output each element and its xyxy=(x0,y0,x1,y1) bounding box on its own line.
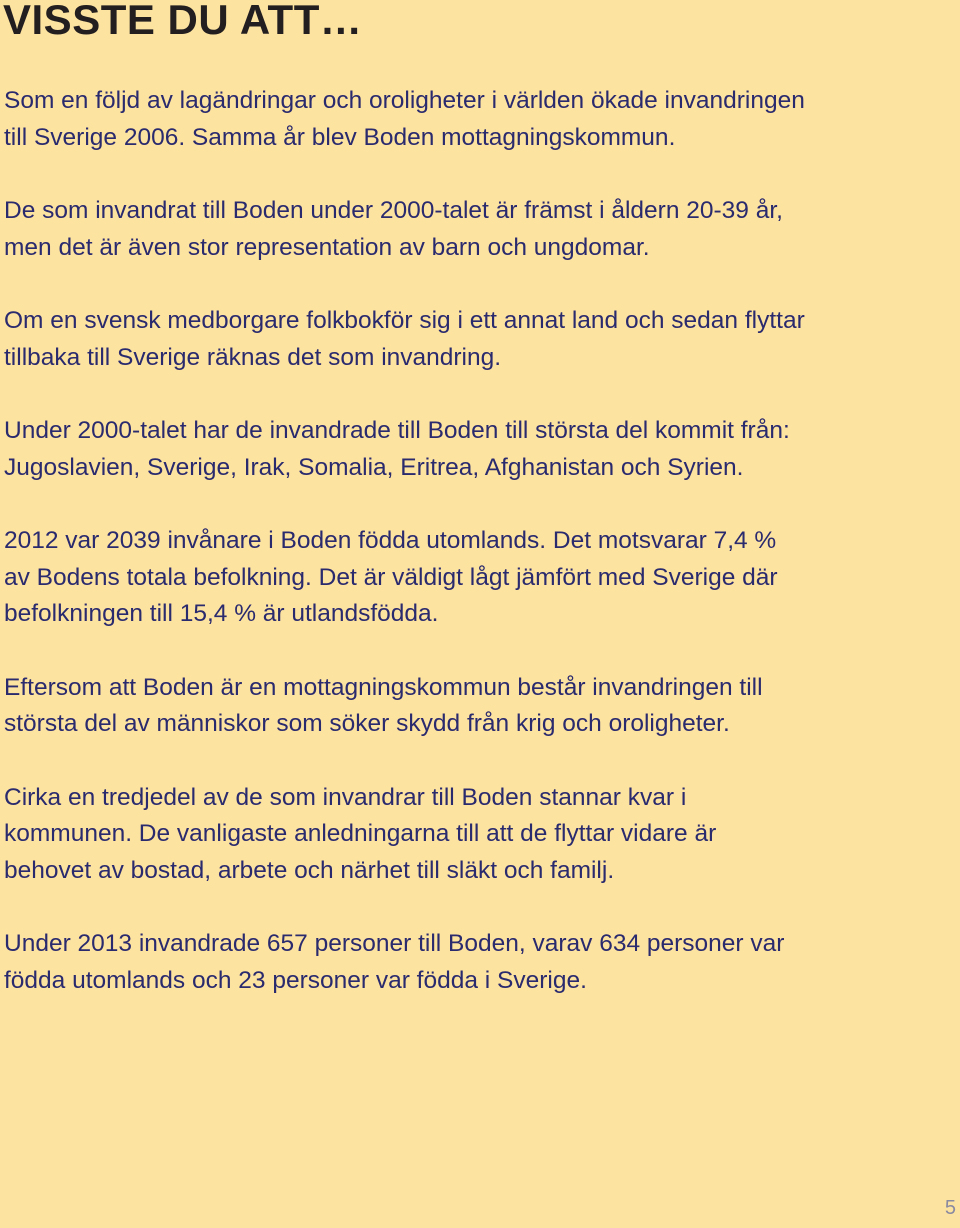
page-heading: VISSTE DU ATT… xyxy=(3,0,363,43)
text-line: behovet av bostad, arbete och närhet till släkt och familj. xyxy=(4,856,615,884)
text-line: befolkningen till 15,4 % är utlandsfödda. xyxy=(4,600,439,627)
paragraph xyxy=(4,413,944,486)
text-line: Eftersom att Boden är en mottagningskommun består invandringen till xyxy=(4,673,763,701)
text-line: till Sverige 2006. Samma år blev Boden mottagningskommun. xyxy=(4,123,676,151)
paragraph xyxy=(4,303,944,376)
text-line: men det är även stor representation av barn och ungdomar. xyxy=(4,233,650,261)
paragraph xyxy=(4,926,944,999)
text-line: Om en svensk medborgare folkbokför sig i ett annat land och sedan flyttar xyxy=(4,307,805,334)
text-line: tillbaka till Sverige räknas det som invandring. xyxy=(4,343,502,371)
paragraph xyxy=(4,523,944,633)
body-text xyxy=(4,83,944,1036)
paragraph xyxy=(4,193,944,266)
text-line: Under 2000-talet har de invandrade till Boden till största del kommit från: xyxy=(4,417,790,444)
text-line: födda utomlands och 23 personer var födda i Sverige. xyxy=(4,966,587,994)
text-line: största del av människor som söker skydd från krig och oroligheter. xyxy=(4,710,730,737)
paragraph xyxy=(4,83,944,156)
text-line: av Bodens totala befolkning. Det är väldigt lågt jämfört med Sverige där xyxy=(4,563,778,591)
page-number: 5 xyxy=(944,1197,956,1219)
paragraph xyxy=(4,670,944,743)
paragraph xyxy=(4,780,944,890)
text-line: 2012 var 2039 invånare i Boden födda utomlands. Det motsvarar 7,4 % xyxy=(4,527,777,554)
text-line: Cirka en tredjedel av de som invandrar till Boden stannar kvar i xyxy=(4,783,687,811)
text-line: Jugoslavien, Sverige, Irak, Somalia, Eritrea, Afghanistan och Syrien. xyxy=(4,453,744,481)
text-line: Under 2013 invandrade 657 personer till Boden, varav 634 personer var xyxy=(4,930,785,957)
text-line: Som en följd av lagändringar och oroligheter i världen ökade invandringen xyxy=(4,87,805,114)
text-line: De som invandrat till Boden under 2000-talet är främst i åldern 20-39 år, xyxy=(4,197,783,224)
text-line: kommunen. De vanligaste anledningarna till att de flyttar vidare är xyxy=(4,820,717,847)
